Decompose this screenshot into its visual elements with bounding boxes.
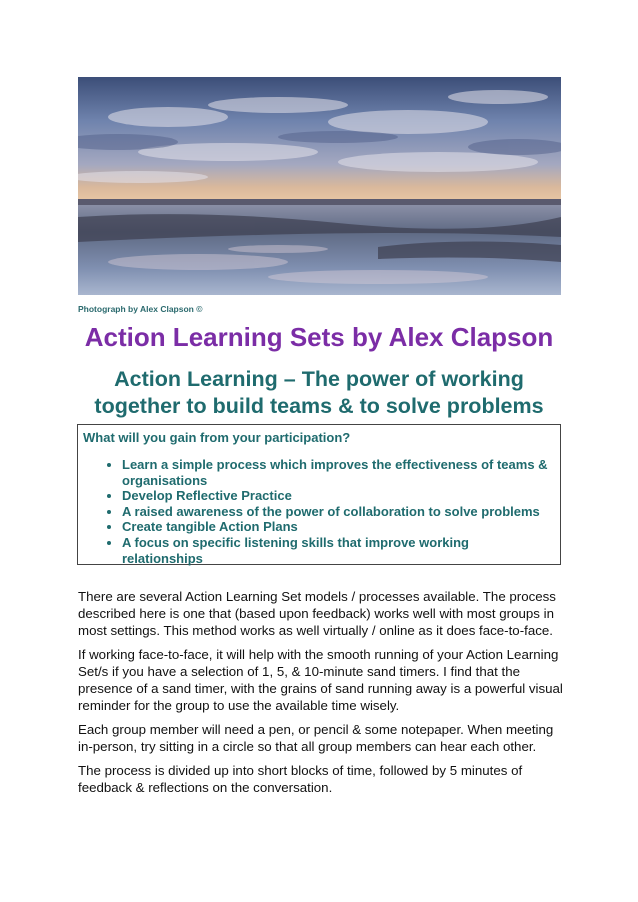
gains-list-item: • A raised awareness of the power of collaboration to solve problems xyxy=(122,504,552,520)
gains-heading: What will you gain from your participation? xyxy=(83,430,351,445)
page-subtitle xyxy=(0,366,638,420)
body-paragraph: Each group member will need a pen, or pencil & some notepaper. When meeting in-person, try sitting in a circle so that all group members can hear each other. xyxy=(78,722,554,754)
beach-photo xyxy=(78,77,561,295)
page-title: Action Learning Sets by Alex Clapson xyxy=(84,322,554,352)
beach-sunset-image xyxy=(78,77,561,295)
body-paragraph: There are several Action Learning Set models / processes available. The process described here is one that (based upon feedback) works well with most groups in most settings. This method works as well virtually / online as it does face-to-face. xyxy=(78,589,556,638)
body-paragraph: If working face-to-face, it will help with the smooth running of your Action Learning Set/s if you have a selection of 1, 5, & 10-minute sand timers. I find that the presence of a sand timer, with the grains of sand running away is a powerful visual reminder for the group to use the available time wisely. xyxy=(78,647,563,713)
gains-list-item: • Learn a simple process which improves the effectiveness of teams & organisations xyxy=(122,457,552,488)
gains-list-item: • Develop Reflective Practice xyxy=(122,488,552,504)
body-paragraph: The process is divided up into short blocks of time, followed by 5 minutes of feedback & reflections on the conversation. xyxy=(78,763,523,795)
photo-caption: Photograph by Alex Clapson © xyxy=(78,304,203,314)
gains-box xyxy=(77,424,561,565)
body-text xyxy=(78,588,563,803)
gains-list-item: • A focus on specific listening skills that improve working relationships xyxy=(122,535,552,566)
subtitle-line-2: together to build teams & to solve problems xyxy=(94,394,544,418)
gains-list xyxy=(102,457,552,566)
subtitle-line-1: Action Learning – The power of working xyxy=(114,367,524,391)
gains-list-item: • Create tangible Action Plans xyxy=(122,519,552,535)
